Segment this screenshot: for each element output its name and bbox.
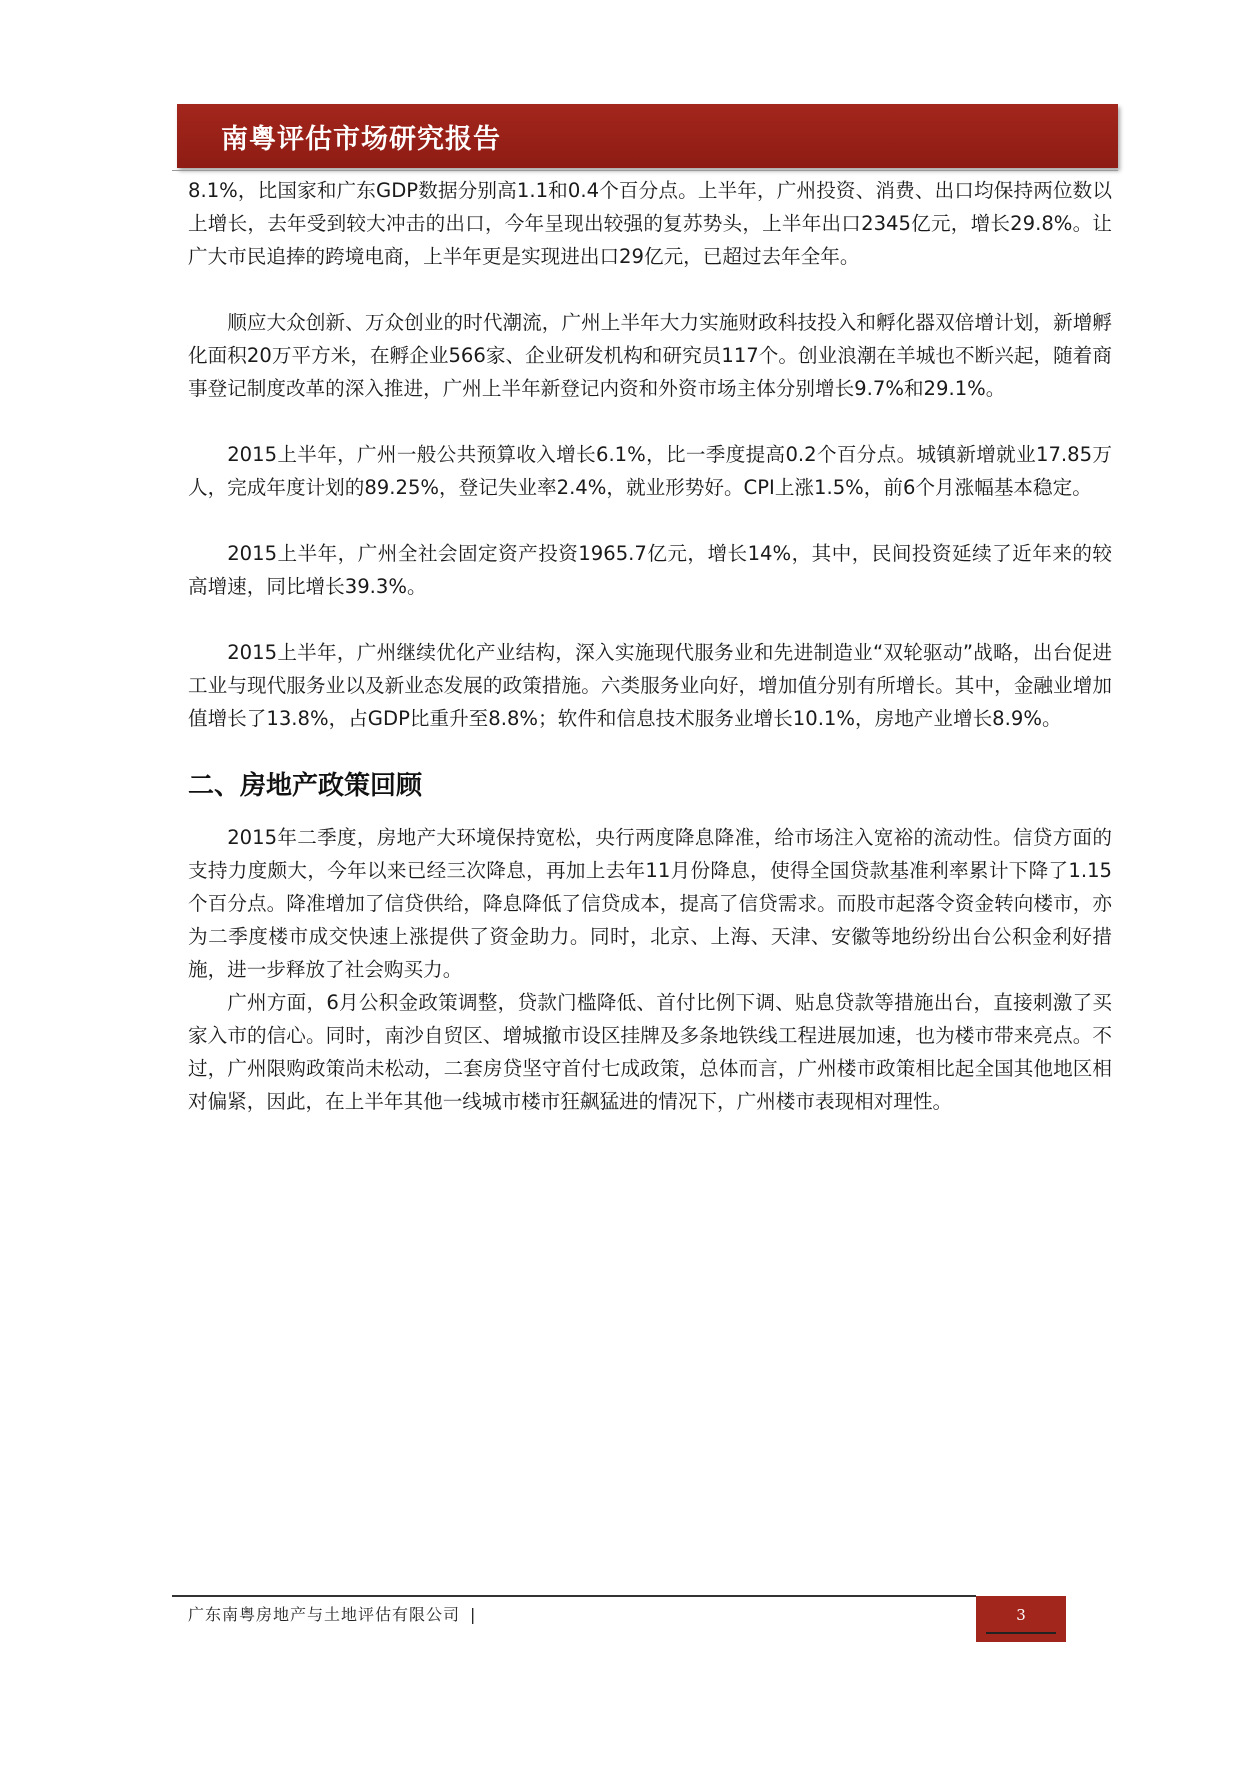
header-divider (172, 170, 1118, 171)
footer-company (188, 1604, 476, 1626)
paragraph-spacer (188, 405, 1112, 438)
paragraph-gdp-continuation: 8.1%，比国家和广东GDP数据分别高1.1和0.4个百分点。上半年，广州投资、消费、出口均保持两位数以上增长，去年受到较大冲击的出口，今年呈现出较强的复苏势头，上半年出口2345亿元，增长29.8%。让广大市民追捧的跨境电商，上半年更是实现进出口29亿元，已超过去年全年。 (188, 179, 1112, 268)
header-banner (177, 104, 1118, 168)
page-number-underline (986, 1632, 1056, 1634)
paragraph-spacer (188, 504, 1112, 537)
paragraph-guangzhou-policy: 广州方面，6月公积金政策调整，贷款门槛降低、首付比例下调、贴息贷款等措施出台，直接刺激了买家入市的信心。同时，南沙自贸区、增城撤市设区挂牌及多条地铁线工程进展加速，也为楼市带来亮点。不过，广州限购政策尚未松动，二套房贷坚守首付七成政策，总体而言，广州楼市政策相比起全国其他地区相对偏紧，因此，在上半年其他一线城市楼市狂飙猛进的情况下，广州楼市表现相对理性。 (188, 991, 1112, 1113)
footer-divider (172, 1595, 976, 1597)
footer-company-name: 广东南粤房地产与土地评估有限公司 (188, 1605, 461, 1624)
paragraph-fixed-investment: 2015上半年，广州全社会固定资产投资1965.7亿元，增长14%，其中，民间投资延续了近年来的较高增速，同比增长39.3%。 (188, 542, 1112, 598)
page-number-box (976, 1596, 1066, 1642)
paragraph-industry-structure: 2015上半年，广州继续优化产业结构，深入实施现代服务业和先进制造业“双轮驱动”战略，出台促进工业与现代服务业以及新业态发展的政策措施。六类服务业向好，增加值分别有所增长。其中，金融业增加值增长了13.8%，占GDP比重升至8.8%；软件和信息技术服务业增长10.1%，房地产业增长8.9%。 (188, 641, 1112, 730)
footer-separator: | (470, 1605, 477, 1624)
paragraph-national-policy: 2015年二季度，房地产大环境保持宽松，央行两度降息降准，给市场注入宽裕的流动性。信贷方面的支持力度颇大，今年以来已经三次降息，再加上去年11月份降息，使得全国贷款基准利率累计下降了1.15个百分点。降准增加了信贷供给，降息降低了信贷成本，提高了信贷需求。而股市起落令资金转向楼市，亦为二季度楼市成交快速上涨提供了资金助力。同时，北京、上海、天津、安徽等地纷纷出台公积金利好措施，进一步释放了社会购买力。 (188, 826, 1112, 981)
paragraph-budget-employment: 2015上半年，广州一般公共预算收入增长6.1%，比一季度提高0.2个百分点。城镇新增就业17.85万人，完成年度计划的89.25%，登记失业率2.4%，就业形势好。CPI上涨1.5%，前6个月涨幅基本稳定。 (188, 443, 1112, 499)
report-title: 南粤评估市场研究报告 (221, 124, 501, 155)
document-body (188, 174, 1112, 1118)
paragraph-spacer (188, 273, 1112, 306)
page-number: 3 (1016, 1606, 1026, 1624)
paragraph-innovation: 顺应大众创新、万众创业的时代潮流，广州上半年大力实施财政科技投入和孵化器双倍增计划，新增孵化面积20万平方米，在孵企业566家、企业研发机构和研究员117个。创业浪潮在羊城也不断兴起，随着商事登记制度改革的深入推进，广州上半年新登记内资和外资市场主体分别增长9.7%和29.1%。 (188, 311, 1112, 400)
paragraph-spacer (188, 603, 1112, 636)
section-heading-policy-review: 二、房地产政策回顾 (188, 771, 423, 801)
